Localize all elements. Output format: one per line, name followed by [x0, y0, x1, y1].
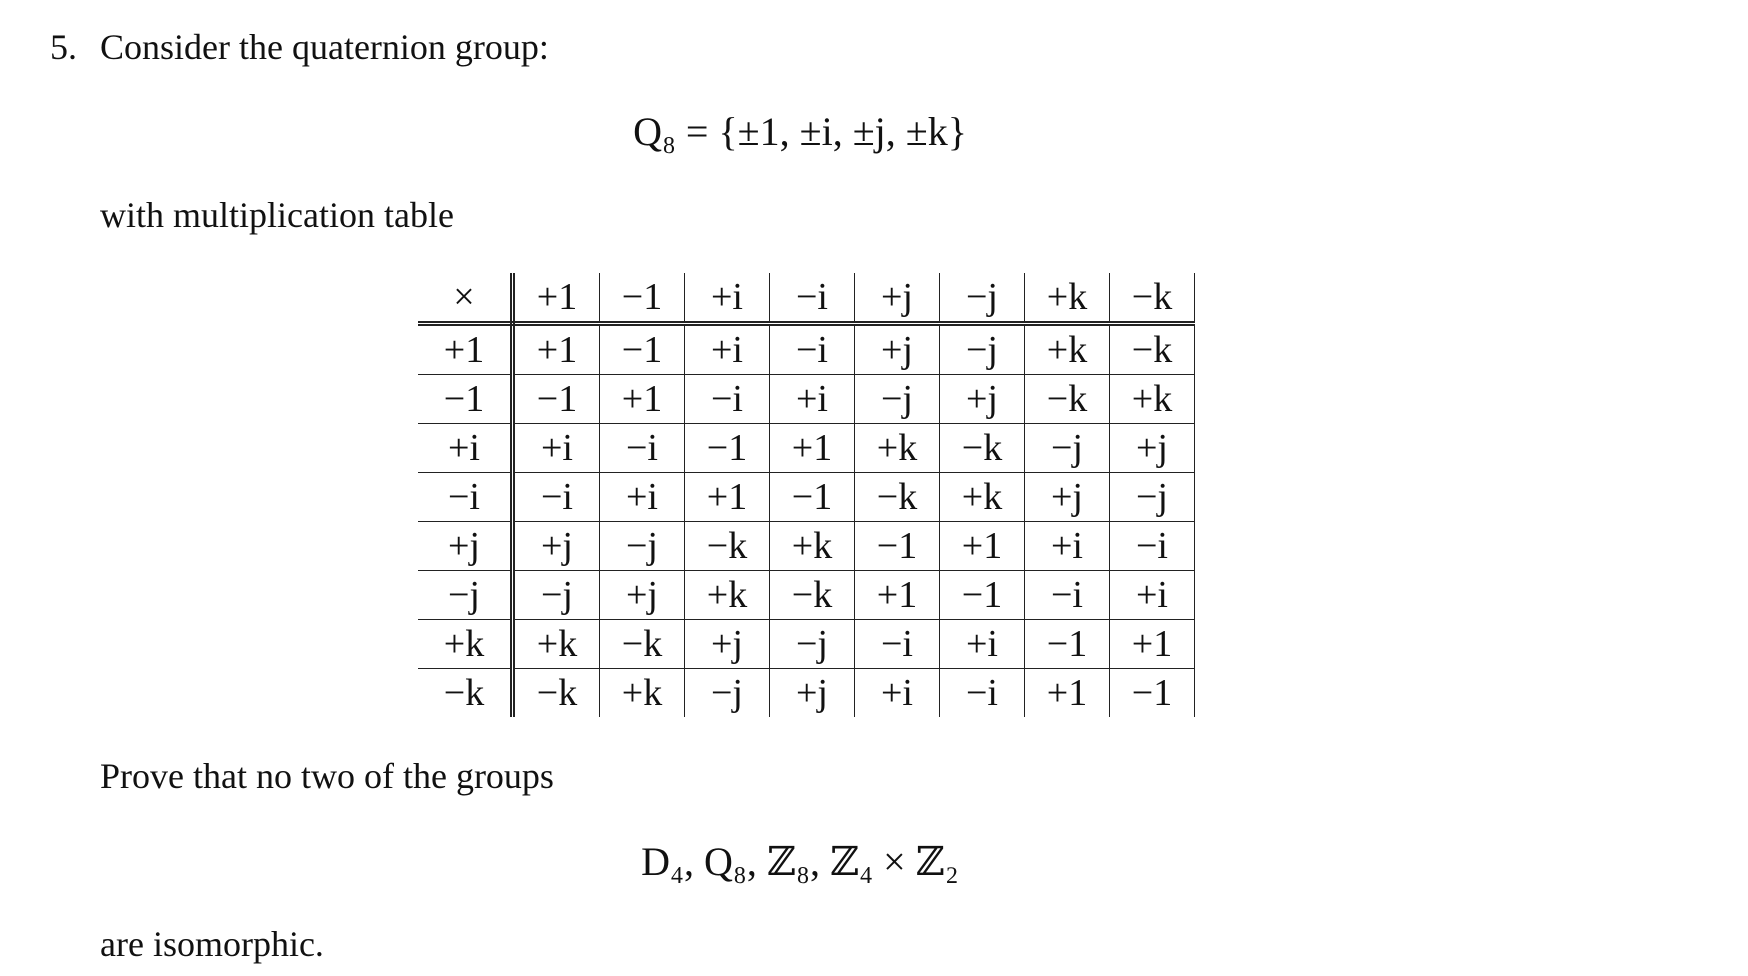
- table-cell: +k: [855, 424, 940, 473]
- table-cell: +i: [1025, 522, 1110, 571]
- table-cell: −j: [855, 375, 940, 424]
- table-intro-text: with multiplication table: [100, 195, 454, 235]
- column-header: +k: [1025, 273, 1110, 324]
- table-cell: −i: [685, 375, 770, 424]
- table-cell: −i: [1110, 522, 1195, 571]
- table-cell: −k: [600, 620, 685, 669]
- table-cell: −i: [513, 473, 600, 522]
- conclusion-text: are isomorphic.: [100, 924, 324, 964]
- table-cell: +1: [940, 522, 1025, 571]
- table-cell: +k: [685, 571, 770, 620]
- table-cell: +k: [1025, 324, 1110, 375]
- column-header: +i: [685, 273, 770, 324]
- column-header: −k: [1110, 273, 1195, 324]
- table-header-row: [418, 273, 1195, 324]
- table-cell: −j: [600, 522, 685, 571]
- table-cell: +j: [940, 375, 1025, 424]
- table-cell: −j: [1110, 473, 1195, 522]
- table-cell: +i: [940, 620, 1025, 669]
- table-cell: −i: [600, 424, 685, 473]
- table-row: [418, 620, 1195, 669]
- table-cell: +j: [600, 571, 685, 620]
- prove-text: Prove that no two of the groups: [100, 756, 554, 796]
- table-cell: −1: [1025, 620, 1110, 669]
- table-cell: −1: [600, 324, 685, 375]
- table-cell: −1: [770, 473, 855, 522]
- table-cell: +1: [1025, 669, 1110, 718]
- table-cell: −k: [855, 473, 940, 522]
- table-cell: +j: [855, 324, 940, 375]
- column-header: +1: [513, 273, 600, 324]
- table-cell: −k: [513, 669, 600, 718]
- table-row: [418, 375, 1195, 424]
- table-cell: −1: [940, 571, 1025, 620]
- table-cell: +i: [1110, 571, 1195, 620]
- table-cell: −k: [770, 571, 855, 620]
- row-header: −i: [418, 473, 513, 522]
- table-cell: −i: [940, 669, 1025, 718]
- table-row: [418, 324, 1195, 375]
- row-header: +i: [418, 424, 513, 473]
- row-header: +j: [418, 522, 513, 571]
- problem-statement: [50, 27, 549, 67]
- row-header: −1: [418, 375, 513, 424]
- table-cell: −k: [940, 424, 1025, 473]
- table-cell: +k: [600, 669, 685, 718]
- table-cell: −j: [685, 669, 770, 718]
- column-header: −i: [770, 273, 855, 324]
- column-header: −1: [600, 273, 685, 324]
- table-cell: −k: [1025, 375, 1110, 424]
- table-cell: −1: [685, 424, 770, 473]
- table-cell: +1: [600, 375, 685, 424]
- table-cell: +1: [855, 571, 940, 620]
- table-cell: +i: [770, 375, 855, 424]
- table-cell: +k: [940, 473, 1025, 522]
- table-cell: +j: [685, 620, 770, 669]
- table-row: [418, 522, 1195, 571]
- table-cell: +1: [770, 424, 855, 473]
- table-row: [418, 473, 1195, 522]
- problem-intro-text: Consider the quaternion group:: [100, 27, 549, 67]
- table-cell: +1: [685, 473, 770, 522]
- multiplication-table-body: [418, 273, 1195, 717]
- table-cell: +i: [600, 473, 685, 522]
- table-cell: +1: [1110, 620, 1195, 669]
- table-cell: −j: [940, 324, 1025, 375]
- q8-definition: Q₈ = {±1, ±i, ±j, ±k}: [633, 109, 967, 154]
- table-cell: −k: [685, 522, 770, 571]
- table-cell: −1: [1110, 669, 1195, 718]
- table-cell: +i: [855, 669, 940, 718]
- table-row: [418, 669, 1195, 718]
- table-cell: −k: [1110, 324, 1195, 375]
- table-cell: −i: [855, 620, 940, 669]
- table-cell: +j: [1025, 473, 1110, 522]
- table-cell: −1: [513, 375, 600, 424]
- table-cell: −i: [1025, 571, 1110, 620]
- table-cell: +j: [1110, 424, 1195, 473]
- table-row: [418, 424, 1195, 473]
- problem-number: 5.: [50, 27, 77, 67]
- table-cell: +k: [1110, 375, 1195, 424]
- row-header: −j: [418, 571, 513, 620]
- table-cell: +j: [513, 522, 600, 571]
- table-cell: +i: [513, 424, 600, 473]
- table-cell: +1: [513, 324, 600, 375]
- table-corner-symbol: ×: [418, 273, 513, 324]
- row-header: +k: [418, 620, 513, 669]
- table-cell: +j: [770, 669, 855, 718]
- table-cell: +k: [770, 522, 855, 571]
- table-cell: +i: [685, 324, 770, 375]
- table-cell: −i: [770, 324, 855, 375]
- table-cell: −j: [770, 620, 855, 669]
- groups-list: D₄, Q₈, ℤ₈, ℤ₄ × ℤ₂: [641, 839, 959, 884]
- table-cell: +k: [513, 620, 600, 669]
- table-cell: −1: [855, 522, 940, 571]
- multiplication-table: [418, 273, 1195, 717]
- row-header: +1: [418, 324, 513, 375]
- row-header: −k: [418, 669, 513, 718]
- table-cell: −j: [1025, 424, 1110, 473]
- column-header: +j: [855, 273, 940, 324]
- column-header: −j: [940, 273, 1025, 324]
- table-cell: −j: [513, 571, 600, 620]
- table-row: [418, 571, 1195, 620]
